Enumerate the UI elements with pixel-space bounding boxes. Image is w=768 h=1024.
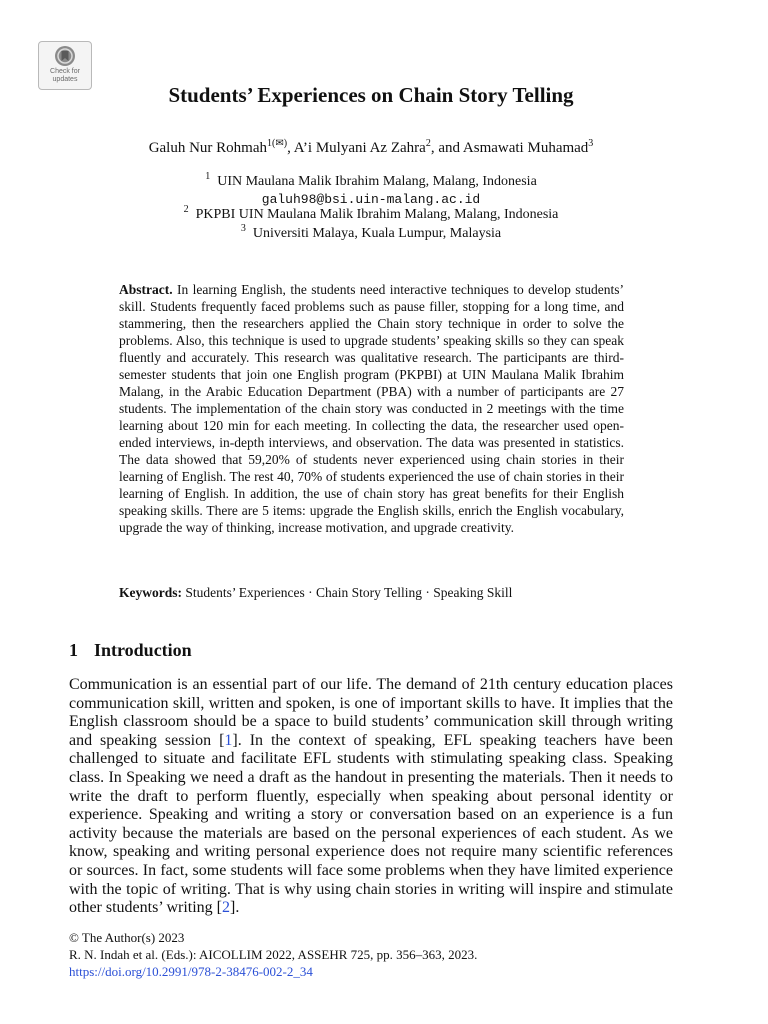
intro-paragraph bbox=[69, 676, 673, 918]
abstract bbox=[119, 281, 624, 536]
affiliation-text: PKPBI UIN Maulana Malik Ibrahim Malang, Malang, Indonesia bbox=[195, 207, 559, 222]
section-title: Introduction bbox=[94, 640, 192, 660]
citation-line: R. N. Indah et al. (Eds.): AICOLLIM 2022, ASSEHR 725, pp. 356–363, 2023. bbox=[69, 947, 478, 962]
affiliation-text: Universiti Malaya, Kuala Lumpur, Malaysia bbox=[252, 226, 502, 241]
paper-title: Students’ Experiences on Chain Story Telling bbox=[168, 83, 574, 107]
author-name: A’i Mulyani Az Zahra bbox=[293, 140, 426, 156]
author-affiliation-marker: 3 bbox=[588, 138, 594, 149]
doi-link[interactable]: https://doi.org/10.2991/978-2-38476-002-2_34 bbox=[69, 964, 313, 979]
citation-link[interactable]: 2 bbox=[222, 899, 231, 917]
affiliation-number: 3 bbox=[240, 223, 246, 234]
author-list bbox=[0, 138, 742, 158]
badge-label-line1: Check for bbox=[50, 68, 80, 75]
bookmark-ribbon-icon bbox=[54, 45, 76, 67]
author-name: Asmawati Muhamad bbox=[462, 140, 589, 156]
section-heading bbox=[69, 639, 192, 661]
keywords-label: Keywords: bbox=[119, 585, 182, 600]
keywords bbox=[119, 584, 639, 601]
badge-label-line2: updates bbox=[52, 76, 78, 83]
section-number: 1 bbox=[69, 640, 78, 660]
footer bbox=[69, 929, 689, 980]
intro-text: Communication is an essential part of our life. The demand of 21th century education places communication skill, written and spoken, is one of important skills to have. It implies that the English classroom should be a space to build students’ communication skill through writing and speaking session [ bbox=[69, 676, 673, 749]
affiliation-3 bbox=[0, 225, 742, 243]
affiliation-number: 1 bbox=[205, 171, 211, 182]
citation-link[interactable]: 1 bbox=[224, 731, 233, 749]
author-email[interactable]: galuh98@bsi.uin-malang.ac.id bbox=[261, 192, 481, 207]
affiliation-number: 2 bbox=[183, 204, 189, 215]
affiliation-1 bbox=[0, 173, 742, 191]
author-name: Galuh Nur Rohmah bbox=[148, 140, 268, 156]
copyright-line: © The Author(s) 2023 bbox=[69, 930, 185, 945]
author-affiliation-marker: 1(✉) bbox=[267, 138, 288, 149]
author-affiliation-marker: 2 bbox=[425, 138, 431, 149]
abstract-label: Abstract. bbox=[119, 282, 173, 297]
abstract-text: In learning English, the students need interactive techniques to develop students’ skill. Students frequently faced problems such as pause filler, stopping for a long time, and stammering, then the researchers applied the Chain story technique in order to solve the problems. Also, this technique is used to upgrade students’ speaking skills so they can speak fluently and accurately. This research was qualitative research. The participants are third-semester students that join one English program (PKPBI) at UIN Maulana Malik Ibrahim Malang, in the Arabic Education Department (PBA) with a number of participants are 27 students. The implementation of the chain story was conducted in 2 meetings with the time learning about 120 min for each meeting. In collecting the data, the researcher used open-ended interviews, in-depth interviews, and observation. The data was presented in statistics. The data showed that 59,20% of students never experienced using chain stories in their learning of English. The rest 40, 70% of students experienced the use of chain stories in their learning of English. In addition, the use of chain story has great benefits for their English speaking skills. There are 5 items: upgrade the English skills, enrich the English vocabulary, upgrade the way of thinking, increase motivation, and upgrade creativity. bbox=[119, 282, 625, 535]
intro-text: ]. In the context of speaking, EFL speaking teachers have been challenged to situate and facilitate EFL students with stimulating speaking class. Speaking class. In Speaking we need a draft as the handout in presenting the materials. Then it needs to write the draft to perform fluently, especially when speaking about personal identity or experience. Speaking and writing a story or conversation based on an experience is a fun activity because the materials are based on the personal experiences of each student. As we know, speaking and writing personal experience does not require many scientific references or sources. In fact, some students will face some problems when they have limited experience with the topic of writing. That is why using chain stories in writing will inspire and stimulate other students’ writing [ bbox=[69, 731, 674, 917]
affiliation-2 bbox=[0, 206, 742, 224]
keywords-text: Students’ Experiences · Chain Story Telling · Speaking Skill bbox=[185, 585, 513, 600]
author-separator: , and bbox=[430, 140, 463, 156]
author-separator: , bbox=[287, 140, 294, 156]
intro-text: ]. bbox=[230, 899, 240, 917]
affiliation-text: UIN Maulana Malik Ibrahim Malang, Malang, Indonesia bbox=[217, 174, 537, 189]
